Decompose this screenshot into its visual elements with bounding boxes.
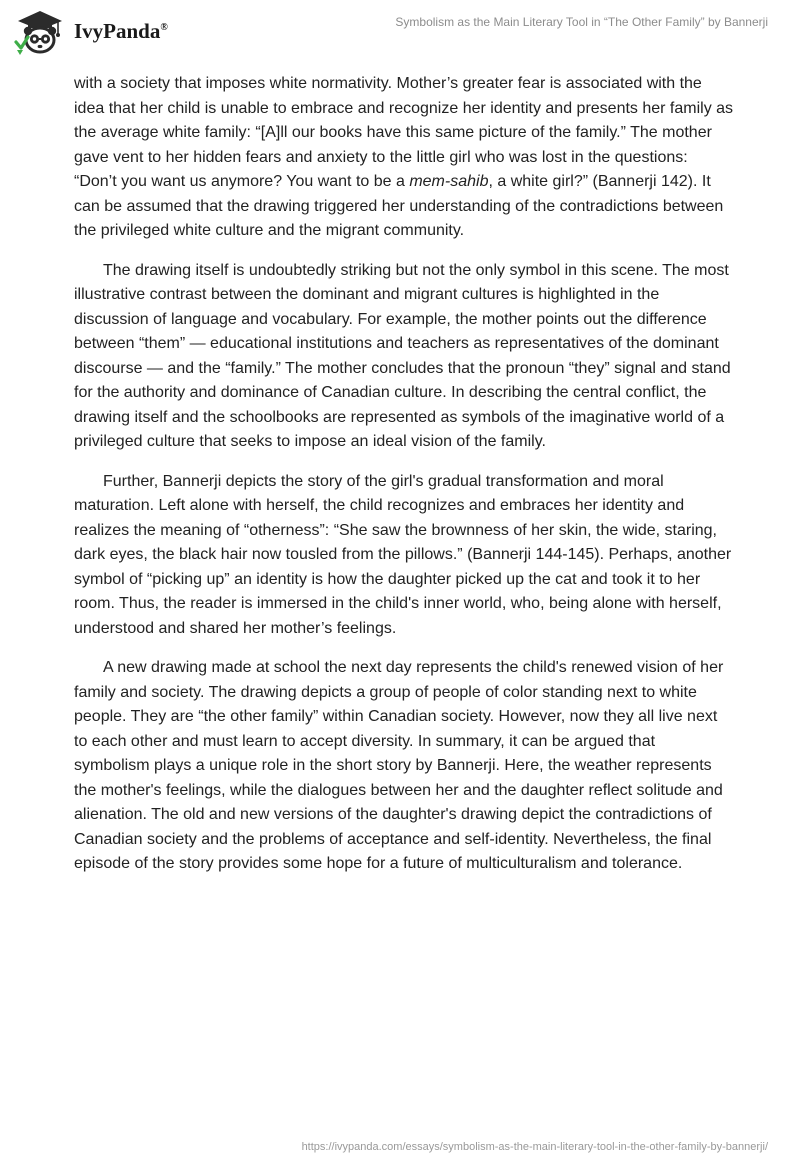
paragraph-3: Further, Bannerji depicts the story of the girl's gradual transformation and moral maturation. Left alone with herself, the child recognizes and embraces her identity and realizes the meaning of “otherness”: “She saw the brownness of her skin, the wide, staring, dark eyes, the black hair now tousled from the pillows.” (Bannerji 144-145). Perhaps, another symbol of “picking up” an identity is how the daughter picked up the cat and took it to her room. Thus, the reader is immersed in the child's inner world, who, being alone with herself, understood and shared her mother’s feelings. <box>74 472 732 637</box>
source-url-link[interactable]: https://ivypanda.com/essays/symbolism-as-the-main-literary-tool-in-the-other-family-by-bannerji/ <box>301 1141 768 1153</box>
paragraph-2: The drawing itself is undoubtedly striking but not the only symbol in this scene. The most illustrative contrast between the dominant and migrant cultures is highlighted in the discussion of language and vocabulary. For example, the mother points out the difference between “them” — educational institutions and teachers as representatives of the dominant discourse — and the “family.” The mother concludes that the pronoun “they” signal and stand for the authority and dominance of Canadian culture. In describing the central conflict, the drawing itself and the schoolbooks are represented as symbols of the imaginative world of a privileged culture that seeks to impose an ideal vision of the family. <box>74 261 731 450</box>
graduate-panda-icon <box>14 8 66 56</box>
paragraph-1: with a society that imposes white normativity. Mother’s greater fear is associated with the idea that her child is unable to embrace and recognize her identity and presents her family as the average white family: “[A]ll our books have this same picture of the family.” The mother gave vent to her hidden fears and anxiety to the little girl who was lost in the questions: “Don’t you want us anymore? You want to be a mem-sahib, a white girl?” (Bannerji 142). It can be assumed that the drawing triggered her understanding of the contradictions between the privileged white culture and the migrant community. <box>74 75 734 239</box>
ivypanda-logo[interactable] <box>14 8 168 56</box>
paragraph-4: A new drawing made at school the next day represents the child's renewed vision of her family and society. The drawing depicts a group of people of color standing next to white people. They are “the other family” within Canadian society. However, now they all live next to each other and must learn to accept diversity. In summary, it can be argued that symbolism plays a unique role in the short story by Bannerji. Here, the weather represents the mother's feelings, while the dialogues between her and the daughter reflect solitude and alienation. The old and new versions of the daughter's drawing depict the contradictions of Canadian society and the problems of acceptance and self-identity. Nevertheless, the final episode of the story provides some hope for a future of multiculturalism and tolerance. <box>74 659 724 872</box>
document-title: Symbolism as the Main Literary Tool in “The Other Family” by Bannerji <box>395 15 768 29</box>
brand-name: IvyPanda® <box>74 18 168 43</box>
essay-body <box>74 72 734 892</box>
